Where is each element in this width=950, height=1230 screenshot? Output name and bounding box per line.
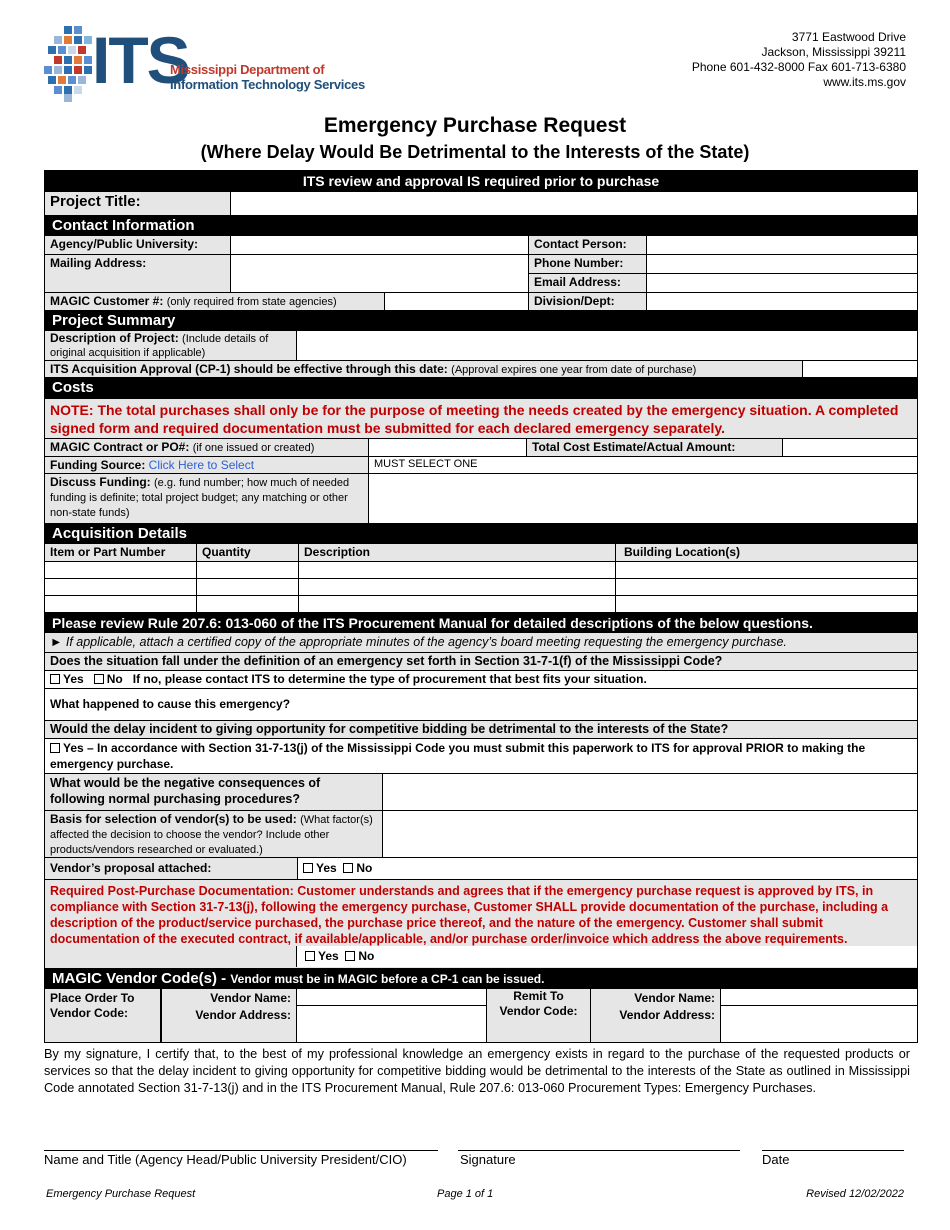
q5-input[interactable] [383, 811, 917, 857]
description-label-text: Description of Project: [50, 331, 179, 345]
funding-row [44, 457, 918, 474]
date-label: Date [762, 1152, 790, 1167]
magic-contract-label [45, 439, 369, 456]
q5-note: (What factor(s) affected the decision to choose the vendor? Include other products/vendors researched or evaluated.) [50, 814, 373, 856]
certification-text: By my signature, I certify that, to the best of my professional knowledge an emergency exists in regard to the purchase of the requested products or services so that the delay incident to giving opportunity for competitive bidding would be detrimental to the interests of the State as outlined in Mississippi Code annotated Section 31-7-13(j) and in the ITS Procurement Manual, Rule 207.6: 013-060 Procurement Types: Emergency Purchases. [44, 1047, 910, 1095]
q2-row [44, 689, 918, 721]
table-cell[interactable] [45, 579, 197, 595]
discuss-funding-note: (e.g. fund number; how much of needed funding is definite; total project budget; any matching or other non-state funds) [50, 477, 350, 519]
post-purchase-yes-label: Yes [318, 949, 339, 963]
footer-revised: Revised 12/02/2022 [806, 1188, 904, 1200]
q6-no-label: No [356, 861, 373, 875]
phone-label: Phone Number: [529, 255, 646, 274]
magic-contract-label-text: MAGIC Contract or PO#: [50, 440, 190, 454]
page-subtitle: (Where Delay Would Be Detrimental to the Interests of the State) [200, 142, 750, 162]
approval-date-input[interactable] [803, 361, 917, 377]
column-header: Description [299, 544, 616, 561]
discuss-funding-label-text: Discuss Funding: [50, 475, 151, 489]
costs-note-row [44, 399, 918, 439]
table-cell[interactable] [616, 562, 917, 578]
page-title: Emergency Purchase Request [323, 114, 627, 137]
vendor-labels-2 [591, 989, 721, 1042]
contact-person-input[interactable] [647, 236, 917, 254]
org-name [170, 62, 365, 92]
q6-answer [298, 858, 917, 879]
table-cell[interactable] [197, 579, 299, 595]
discuss-funding-input[interactable] [369, 474, 917, 523]
funding-select-link[interactable]: Click Here to Select [148, 458, 255, 472]
place-order-label: Place Order To Vendor Code: [45, 989, 161, 1042]
vendor-heading-note: Vendor must be in MAGIC before a CP-1 can be issued. [230, 972, 545, 986]
table-cell[interactable] [197, 596, 299, 612]
q5-row [44, 811, 918, 858]
funding-select[interactable]: MUST SELECT ONE [374, 458, 478, 470]
post-purchase-no-label: No [358, 949, 375, 963]
approval-label-text: ITS Acquisition Approval (CP-1) should be effective through this date: [50, 362, 448, 376]
q6-no-checkbox[interactable] [343, 863, 353, 873]
q4-label: What would be the negative consequences of following normal purchasing procedures? [45, 774, 383, 810]
date-line[interactable] [762, 1150, 904, 1151]
footer-form-name: Emergency Purchase Request [46, 1188, 196, 1200]
q1-answer-row [44, 671, 918, 689]
attach-note: ► If applicable, attach a certified copy of the appropriate minutes of the agency’s board meeting requesting the emergency purchase. [45, 633, 917, 652]
magic-contract-row [44, 439, 918, 457]
magic-contract-input[interactable] [369, 439, 527, 456]
magic-contract-note: (if one issued or created) [192, 442, 315, 454]
vendor-name-label-2: Vendor Name: [634, 991, 715, 1005]
description-note: (Include details of original acquisition if applicable) [50, 333, 269, 359]
approval-label [45, 361, 803, 377]
contact-person-label: Contact Person: [529, 236, 647, 254]
org-name-line2: Information Technology Services [170, 77, 365, 92]
q3-row [44, 721, 918, 739]
post-purchase-answer [296, 946, 918, 967]
funding-label-text: Funding Source: [50, 458, 146, 472]
q1-no-checkbox[interactable] [94, 674, 104, 684]
table-row [44, 562, 918, 579]
table-cell[interactable] [45, 562, 197, 578]
name-title-label: Name and Title (Agency Head/Public University President/CIO) [44, 1152, 407, 1167]
q6-row [44, 858, 918, 880]
table-cell[interactable] [616, 579, 917, 595]
q4-input[interactable] [383, 774, 917, 810]
q5-label-text: Basis for selection of vendor(s) to be used: [50, 812, 297, 826]
funding-label [45, 457, 369, 473]
phone-fax: Phone 601-432-8000 Fax 601-713-6380 [691, 60, 906, 74]
q6-label: Vendor’s proposal attached: [45, 858, 298, 879]
remit-label: Remit To Vendor Code: [487, 989, 591, 1042]
website: www.its.ms.gov [823, 75, 906, 89]
mailing-input[interactable] [231, 255, 529, 292]
division-label: Division/Dept: [529, 293, 647, 310]
review-banner: ITS review and approval IS required prior to purchase [44, 170, 918, 192]
vendor-address-label-1: Vendor Address: [195, 1008, 291, 1022]
table-cell[interactable] [197, 562, 299, 578]
total-cost-label: Total Cost Estimate/Actual Amount: [527, 439, 783, 456]
post-purchase-yes-checkbox[interactable] [305, 951, 315, 961]
agency-label: Agency/Public University: [45, 236, 231, 254]
mailing-label: Mailing Address: [45, 255, 231, 292]
q4-row [44, 774, 918, 811]
vendor-name-input-1[interactable] [297, 989, 486, 1006]
q3-label: Would the delay incident to giving opportunity for competitive bidding be detrimental to the interests of the State? [45, 721, 917, 738]
q3-answer-row [44, 739, 918, 774]
q3-answer [45, 739, 917, 773]
vendor-name-label-1: Vendor Name: [210, 991, 291, 1005]
column-header: Item or Part Number [45, 544, 197, 561]
vendor-heading [44, 968, 918, 989]
form [44, 170, 918, 1043]
post-purchase-no-checkbox[interactable] [345, 951, 355, 961]
agency-input[interactable] [231, 236, 529, 254]
costs-heading: Costs [44, 378, 918, 399]
vendor-address-input-2[interactable] [721, 1006, 917, 1041]
its-logo [44, 24, 374, 106]
q3-yes-checkbox[interactable] [50, 743, 60, 753]
contact-row-1 [44, 236, 918, 255]
magic-customer-label-text: MAGIC Customer #: [50, 294, 164, 308]
description-input[interactable] [297, 331, 917, 360]
contact-heading: Contact Information [44, 216, 918, 236]
signature-label: Signature [460, 1152, 516, 1167]
project-title-label: Project Title: [45, 192, 231, 215]
project-title-row [44, 192, 918, 216]
summary-heading: Project Summary [44, 311, 918, 331]
total-cost-input[interactable] [783, 439, 917, 456]
email-label: Email Address: [529, 274, 646, 292]
discuss-funding-row [44, 474, 918, 524]
logo-wordmark: ITS [92, 23, 189, 97]
q6-yes-checkbox[interactable] [303, 863, 313, 873]
logo-mosaic-icon [44, 26, 92, 102]
description-label [45, 331, 297, 360]
magic-customer-input[interactable] [385, 293, 529, 310]
name-title-line[interactable] [44, 1150, 438, 1151]
q1-no-note: If no, please contact ITS to determine the type of procurement that best fits your situation. [132, 672, 647, 686]
q5-label [45, 811, 383, 857]
q1-label: Does the situation fall under the definition of an emergency set forth in Section 31-7-1(f) of the Mississippi Code? [45, 653, 917, 670]
vendor-address-label-2: Vendor Address: [619, 1008, 715, 1022]
address-line2: Jackson, Mississippi 39211 [761, 45, 906, 59]
contact-row-3 [44, 293, 918, 311]
vendor-labels-1 [162, 989, 297, 1042]
discuss-funding-label [45, 474, 369, 523]
column-header: Building Location(s) [616, 544, 917, 561]
approval-row [44, 361, 918, 378]
costs-note: NOTE: The total purchases shall only be for the purpose of meeting the needs created by the emergency situation. A completed signed form and required documentation must be submitted for each declared emergency separately. [45, 399, 917, 438]
q1-row [44, 653, 918, 671]
q1-yes-checkbox[interactable] [50, 674, 60, 684]
page-header [44, 24, 906, 108]
rule-banner: Please review Rule 207.6: 013-060 of the ITS Procurement Manual for detailed descriptions of the below questions. [44, 613, 918, 633]
q1-yes-label: Yes [63, 672, 84, 686]
table-cell[interactable] [45, 596, 197, 612]
attach-note-row [44, 633, 918, 653]
vendor-name-input-2[interactable] [721, 989, 917, 1006]
contact-row-2 [44, 255, 918, 293]
acquisition-heading: Acquisition Details [44, 524, 918, 544]
division-input[interactable] [647, 293, 917, 310]
table-row [44, 579, 918, 596]
table-cell[interactable] [299, 579, 616, 595]
phone-input[interactable] [647, 255, 917, 274]
table-row [44, 596, 918, 613]
table-cell[interactable] [616, 596, 917, 612]
post-purchase-note: Required Post-Purchase Documentation: Customer understands and agrees that if the emergency purchase request is approved by ITS, in compliance with Section 31-7-13(j), following the emergency purchase, Customer SHALL provide documentation of the purchase, including a description of the product/service purchased, the purchase price thereof, and the nature of the emergency. Customer shall submit documentation of the executed contract, if available/applicable, and/or purchase order/invoice which address the above requirements. [45, 880, 917, 968]
table-cell[interactable] [299, 596, 616, 612]
magic-customer-label [45, 293, 385, 310]
q1-no-label: No [106, 672, 123, 686]
vendor-heading-text: MAGIC Vendor Code(s) - [52, 970, 231, 987]
q2-label: What happened to cause this emergency? [50, 697, 291, 711]
signature-line[interactable] [458, 1150, 740, 1151]
approval-note: (Approval expires one year from date of purchase) [451, 364, 697, 376]
q3-yes-label: Yes – In accordance with Section 31-7-13(j) of the Mississippi Code you must submit this paperwork to ITS for approval PRIOR to making the emergency purchase. [50, 741, 866, 771]
org-name-line1: Mississippi Department of [170, 62, 325, 77]
project-title-input[interactable] [231, 192, 917, 215]
email-input[interactable] [647, 274, 917, 292]
magic-customer-note: (only required from state agencies) [166, 296, 337, 308]
footer-page: Page 1 of 1 [437, 1188, 494, 1200]
vendor-address-input-1[interactable] [297, 1006, 486, 1041]
address-line1: 3771 Eastwood Drive [791, 30, 906, 44]
org-address [692, 30, 906, 90]
acquisition-header-row [44, 544, 918, 562]
column-header: Quantity [197, 544, 299, 561]
q6-yes-label: Yes [316, 861, 337, 875]
vendor-row [44, 989, 918, 1043]
q1-answer [45, 671, 917, 688]
table-cell[interactable] [299, 562, 616, 578]
description-row [44, 331, 918, 361]
